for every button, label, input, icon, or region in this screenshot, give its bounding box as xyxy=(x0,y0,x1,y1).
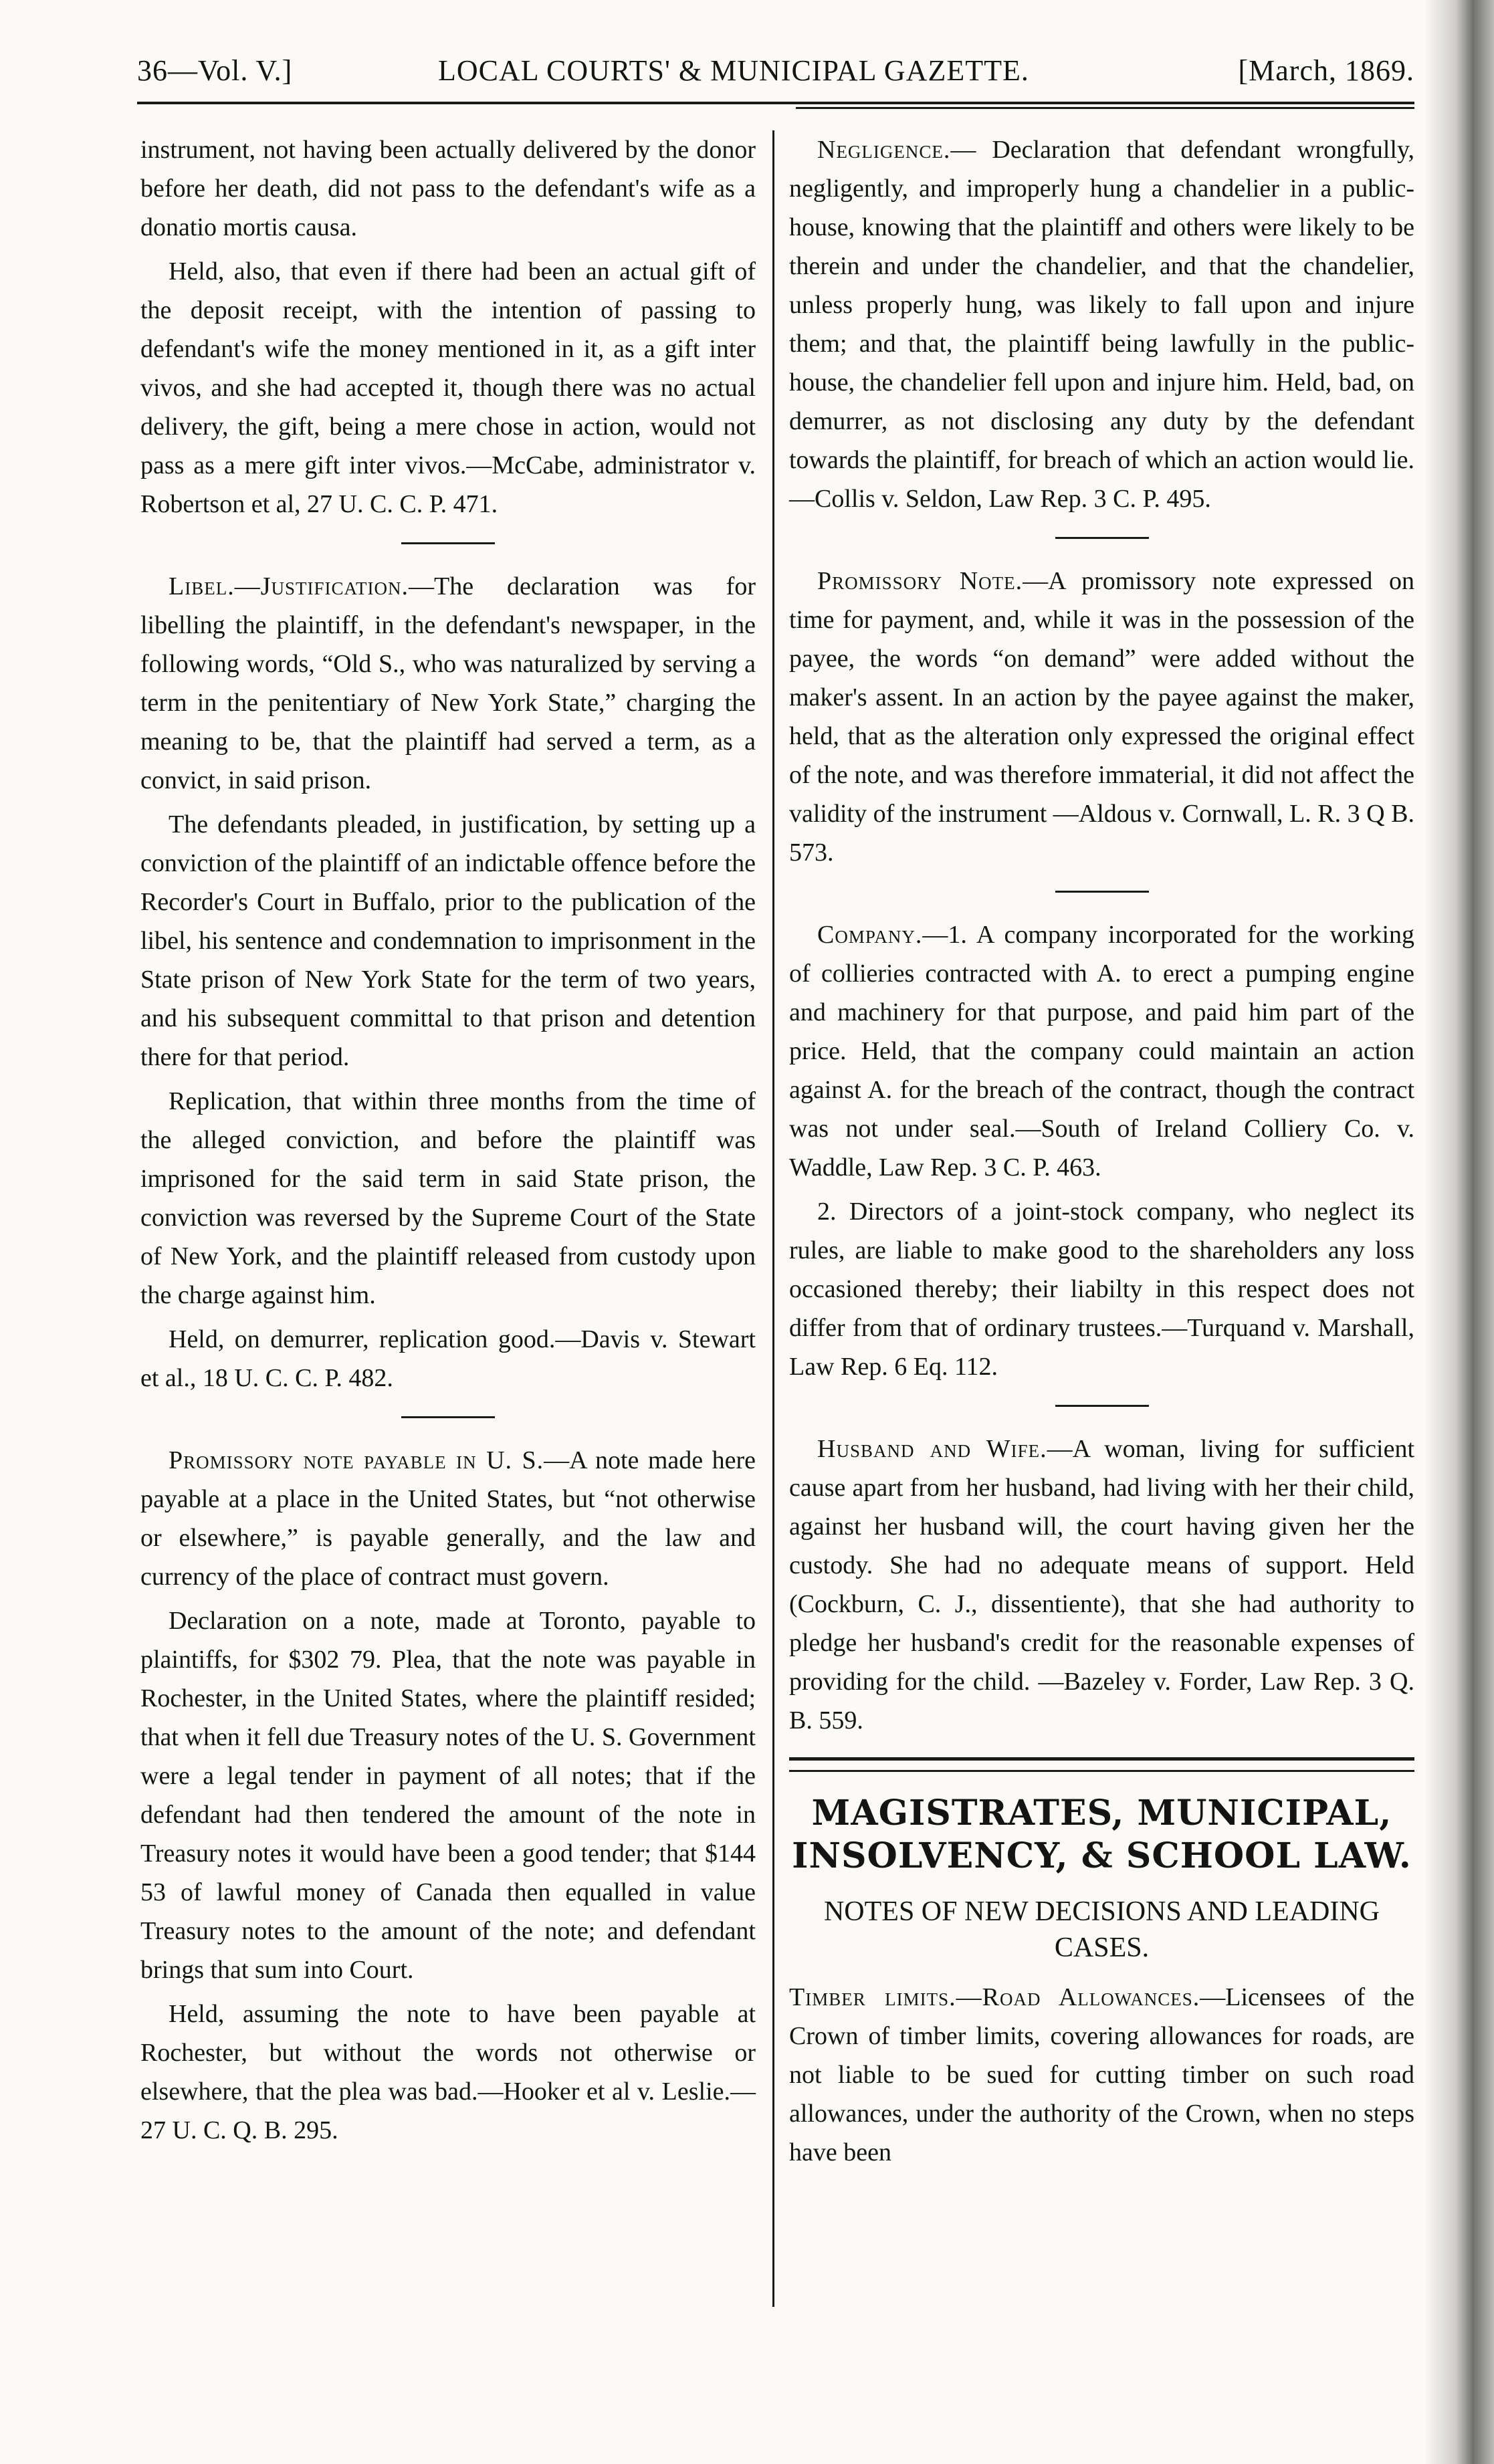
publication-title: LOCAL COURTS' & MUNICIPAL GAZETTE. xyxy=(438,54,1029,87)
paragraph: 2. Directors of a joint-stock company, who neglect its rules, are liable to make good to the shareholders any loss occasioned thereby; their liabilty in this respect does not differ from that of ordinary trustees.—Turquand v. Marshall, Law Rep. 6 Eq. 112. xyxy=(789,1198,1414,1381)
paragraph: instrument, not having been actually delivered by the donor before her death, did not pass to the defendant's wife as a donatio mortis causa. xyxy=(140,136,756,241)
case-text: —The declaration was for libelling the plaintiff, in the defendant's newspaper, in the following words, “Old S., who was naturalized by serving a term in the penitentiary of New York State,” charging the meaning to be, that the plaintiff had served a term, as a convict, in said prison. xyxy=(140,572,756,794)
left-column xyxy=(140,130,756,2155)
section-double-rule xyxy=(789,1757,1414,1772)
separator xyxy=(401,542,495,544)
paragraph xyxy=(789,915,1414,1187)
page-header xyxy=(137,45,1414,99)
paragraph xyxy=(140,567,756,800)
case-heading: Libel.—Justification. xyxy=(169,572,409,600)
case-heading: Husband and Wife. xyxy=(817,1435,1047,1463)
case-heading: Timber limits.—Road Allowances. xyxy=(789,1983,1200,2011)
case-text: — Declaration that defendant wrongfully, negligently, and improperly hung a chandelier in a public-house, knowing that the plaintiff and others were likely to be therein and under the chandelier, and that the chandelier, unless properly hung, was likely to fall upon and injure them; and that, the plaintiff being lawfully in the public-house, the chandelier fell upon and injure him. Held, bad, on demurrer, as not disclosing any duty by the defendant towards the plaintiff, for breach of which an action would lie. —Collis v. Seldon, Law Rep. 3 C. P. 495. xyxy=(789,136,1414,513)
paragraph xyxy=(789,1430,1414,1740)
header-rule xyxy=(137,102,1414,104)
section-title-line: INSOLVENCY, & SCHOOL LAW. xyxy=(792,1835,1412,1876)
column-divider xyxy=(772,130,774,2307)
case-text: —Licensees of the Crown of timber limits, covering allowances for roads, are not liable to be sued for cutting timber on such road allowances, under the authority of the Crown, when no steps have been xyxy=(789,1983,1414,2166)
case-text: —1. A company incorporated for the working of collieries contracted with A. to erect a pumping engine and machinery for that purpose, and paid him part of the price. Held, that the company could maintain an action against A. for the breach of the contract, though the contract was not under seal.—South of Ireland Colliery Co. v. Waddle, Law Rep. 3 C. P. 463. xyxy=(789,921,1414,1182)
case-heading: Negligence. xyxy=(817,136,951,164)
paragraph xyxy=(789,130,1414,518)
paragraph xyxy=(789,1978,1414,2172)
paragraph xyxy=(140,1441,756,1596)
paragraph: Held, also, that even if there had been an actual gift of the deposit receipt, with the intention of passing to defendant's wife the money mentioned in it, as a gift inter vivos, and she had accepted it, though there was no actual delivery, the gift, being a mere chose in action, would not pass as a mere gift inter vivos.—McCabe, administrator v. Robertson et al, 27 U. C. C. P. 471. xyxy=(140,257,756,518)
page-volume: 36—Vol. V.] xyxy=(137,54,293,87)
case-heading: Promissory Note. xyxy=(817,567,1023,595)
separator xyxy=(1055,537,1149,539)
case-text: —A note made here payable at a place in the United States, but “not otherwise or elsewhere,” is payable generally, and the law and currency of the place of contract must govern. xyxy=(140,1446,756,1591)
separator xyxy=(1055,891,1149,893)
case-text: —A woman, living for sufficient cause apart from her husband, had living with her their child, against her husband will, the court having given her the custody. She had no adequate means of support. Held (Cockburn, C. J., dissentiente), that she had authority to pledge her husband's credit for the reasonable expenses of providing for the child. —Bazeley v. Forder, Law Rep. 3 Q. B. 559. xyxy=(789,1435,1414,1734)
header-rule-secondary xyxy=(796,107,1414,109)
scan-edge-shadow xyxy=(1424,0,1494,2464)
paragraph: Held, on demurrer, replication good.—Davis v. Stewart et al., 18 U. C. C. P. 482. xyxy=(140,1325,756,1392)
case-heading: Company. xyxy=(817,921,923,949)
paragraph: Declaration on a note, made at Toronto, payable to plaintiffs, for $302 79. Plea, that the note was payable in Rochester, in the United States, where the plaintiff resided; that when it fell due Treasury notes of the U. S. Government were a legal tender in payment of all notes; that if the defendant had then tendered the amount of the note in Treasury notes it would have been a good tender; that $144 53 of lawful money of Canada then equalled in value Treasury notes to the amount of the note; and defendant brings that sum into Court. xyxy=(140,1607,756,1984)
case-heading: Promissory note payable in U. S. xyxy=(169,1446,544,1474)
paragraph: The defendants pleaded, in justification, by setting up a conviction of the plaintiff of an indictable offence before the Recorder's Court in Buffalo, prior to the publication of the libel, his sentence and condemnation to imprisonment in the State prison of New York State for the term of two years, and his subsequent committal to that prison and detention there for that period. xyxy=(140,810,756,1071)
paragraph xyxy=(789,562,1414,872)
paragraph: Held, assuming the note to have been payable at Rochester, but without the words not otherwise or elsewhere, that the plea was bad.—Hooker et al v. Leslie.—27 U. C. Q. B. 295. xyxy=(140,2000,756,2144)
issue-date: [March, 1869. xyxy=(1238,54,1414,87)
section-title-line: MAGISTRATES, MUNICIPAL, xyxy=(811,1793,1392,1833)
separator xyxy=(1055,1405,1149,1407)
section-title xyxy=(789,1792,1414,1878)
section-subtitle: NOTES OF NEW DECISIONS AND LEADING CASES. xyxy=(823,1896,1380,1963)
separator xyxy=(401,1416,495,1418)
right-column xyxy=(789,130,1414,2177)
paragraph: Replication, that within three months from the time of the alleged conviction, and before the plaintiff was imprisoned for the said term in said State prison, the conviction was reversed by the Supreme Court of the State of New York, and the plaintiff released from custody upon the charge against him. xyxy=(140,1087,756,1309)
case-text: —A promissory note expressed on time for payment, and, while it was in the possession of the payee, the words “on demand” were added without the maker's assent. In an action by the payee against the maker, held, that as the alteration only expressed the original effect of the note, and was therefore immaterial, it did not affect the validity of the instrument —Aldous v. Cornwall, L. R. 3 Q B. 573. xyxy=(789,567,1414,867)
